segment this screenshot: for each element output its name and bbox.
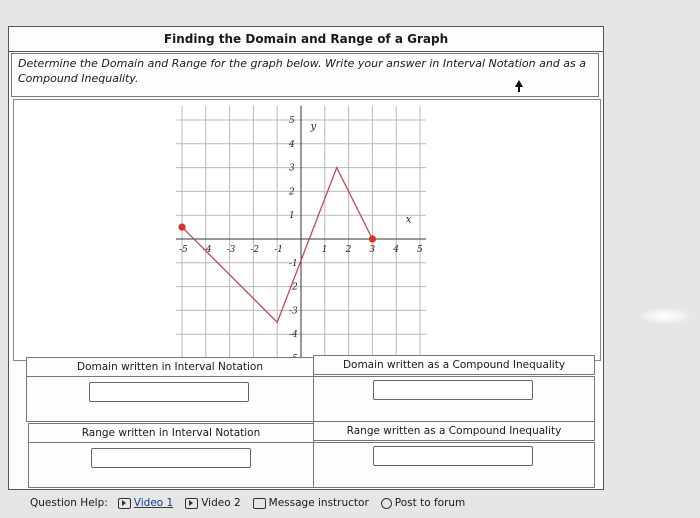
- range-inequality-label: Range written as a Compound Inequality: [313, 421, 595, 441]
- y-tick-label: -1: [289, 258, 298, 269]
- x-tick-label: 2: [345, 245, 352, 255]
- y-tick-label: -2: [289, 282, 298, 293]
- closed-endpoint-dot: [369, 235, 376, 242]
- range-inequality-input[interactable]: [373, 446, 533, 466]
- envelope-icon: [253, 498, 266, 509]
- x-tick-label: 4: [393, 245, 399, 255]
- y-tick-label: 1: [289, 211, 295, 222]
- question-help-label: Question Help:: [30, 497, 108, 509]
- video-2-link[interactable]: [185, 497, 240, 509]
- message-instructor-link[interactable]: [253, 497, 369, 509]
- y-tick-label: -3: [289, 306, 298, 317]
- mouse-cursor-icon: [514, 80, 524, 92]
- y-tick-label: 4: [289, 139, 295, 150]
- graph-panel: [13, 99, 601, 361]
- message-instructor-label: Message instructor: [268, 497, 369, 509]
- x-tick-label: -2: [250, 245, 260, 255]
- domain-interval-input[interactable]: [89, 382, 249, 402]
- y-tick-label: -4: [289, 330, 298, 341]
- post-to-forum-link[interactable]: [381, 497, 466, 509]
- y-tick-label: 3: [289, 163, 295, 174]
- question-help-bar: [30, 497, 473, 509]
- range-interval-input[interactable]: [91, 448, 251, 468]
- x-tick-label: 3: [369, 245, 376, 255]
- video-icon: [118, 498, 131, 509]
- closed-endpoint-dot: [178, 224, 185, 231]
- screen-glare: [640, 308, 690, 324]
- video-1-label: Video 1: [133, 497, 174, 509]
- x-tick-label: 1: [321, 245, 328, 255]
- range-interval-label: Range written in Interval Notation: [28, 423, 314, 443]
- video-1-link[interactable]: [118, 497, 173, 509]
- x-tick-label: -3: [226, 245, 236, 255]
- y-axis-label: y: [310, 121, 317, 133]
- instructions-text: Determine the Domain and Range for the graph below. Write your answer in Interval Notation and as a Compound Inequality.: [11, 53, 599, 97]
- y-tick-label: 5: [289, 116, 295, 126]
- domain-inequality-input[interactable]: [373, 380, 533, 400]
- video-icon: [185, 498, 198, 509]
- video-2-label: Video 2: [201, 497, 241, 509]
- graph-plot: [14, 100, 600, 360]
- x-tick-label: -5: [179, 245, 188, 255]
- x-tick-label: 5: [417, 245, 423, 255]
- domain-inequality-label: Domain written as a Compound Inequality: [313, 355, 595, 375]
- x-tick-label: -1: [274, 245, 283, 255]
- speech-bubble-icon: [381, 498, 392, 509]
- x-axis-label: x: [405, 214, 412, 226]
- y-tick-label: 2: [289, 187, 295, 198]
- domain-interval-label: Domain written in Interval Notation: [26, 357, 314, 377]
- x-tick-label: -4: [202, 245, 212, 255]
- post-to-forum-label: Post to forum: [394, 497, 466, 509]
- page-title: Finding the Domain and Range of a Graph: [9, 27, 603, 52]
